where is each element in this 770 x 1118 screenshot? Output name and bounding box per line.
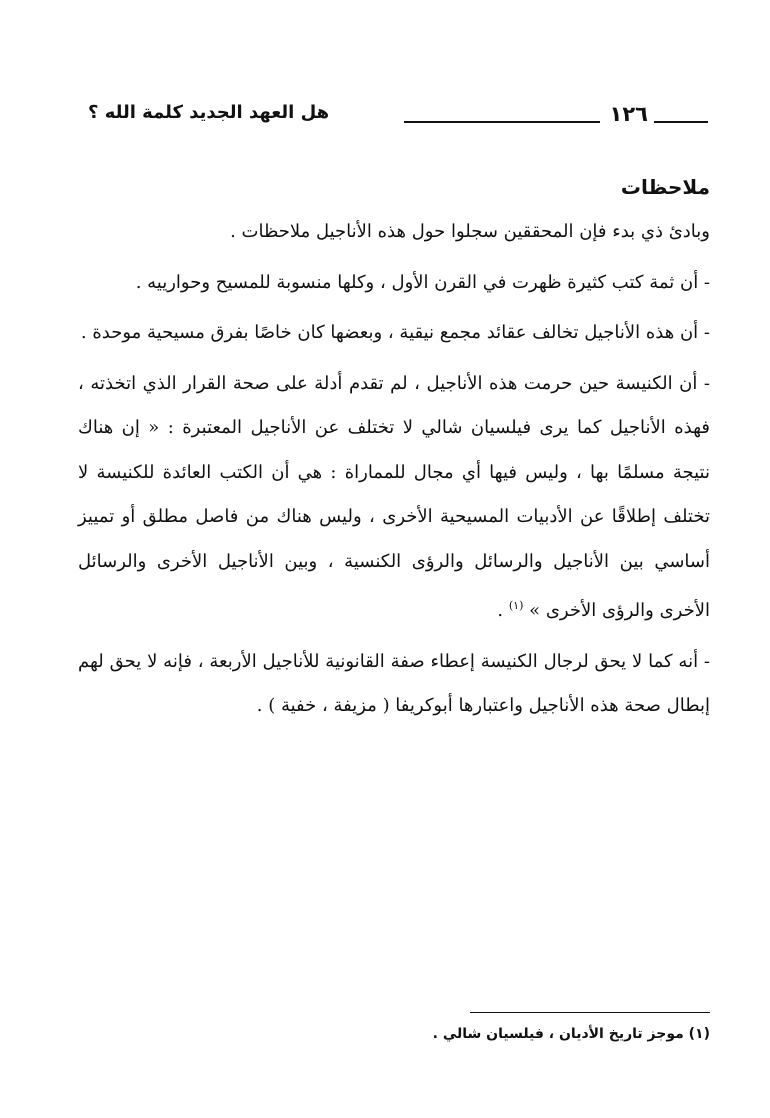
section-title: ملاحظات	[620, 175, 710, 199]
paragraph-note-2: - أن هذه الأناجيل تخالف عقائد مجمع نيقية ، وبعضها كان خاصًا بفرق مسيحية موحدة .	[80, 322, 710, 343]
paragraph-intro: وبادئ ذي بدء فإن المحققين سجلوا حول هذه الأناجيل ملاحظات .	[230, 221, 710, 242]
paragraph-note-3	[78, 362, 710, 634]
paragraph-note-3-end: .	[497, 600, 509, 621]
paragraph-note-3-text: - أن الكنيسة حين حرمت هذه الأناجيل ، لم تقدم أدلة على صحة القرار الذي اتخذته ، فهذه الأناجيل كما يرى فيلسيان شالي لا تختلف عن الأناجيل المعتبرة : « إن هناك نتيجة مسلمًا بها ، وليس فيها أي مجال للمماراة : هي أن الكتب العائدة للكنيسة لا تختلف إطلاقًا عن الأدبيات المسيحية الأخرى ، وليس هناك من فاصل مطلق أو تمييز أساسي بين الأناجيل والرسائل والرؤى الكنسية ، وبين الأناجيل الأخرى والرسائل الأخرى والرؤى الأخرى »	[78, 372, 710, 621]
footnote-reference: (١)	[508, 599, 524, 612]
footnote-divider	[470, 1012, 710, 1013]
paragraph-note-1: - أن ثمة كتب كثيرة ظهرت في القرن الأول ، وكلها منسوبة للمسيح وحوارييه .	[135, 271, 710, 293]
page-body	[78, 170, 710, 735]
book-title: هل العهد الجديد كلمة الله ؟	[88, 102, 330, 123]
footnote: (١) موجز تاريخ الأديان ، فيلسيان شالي .	[432, 1026, 710, 1042]
header-rule-right	[654, 121, 708, 123]
header-rule-middle	[404, 121, 600, 123]
running-header	[88, 100, 708, 134]
paragraph-note-4: - أنه كما لا يحق لرجال الكنيسة إعطاء صفة القانونية للأناجيل الأربعة ، فإنه لا يحق لهم إبطال صحة هذه الأناجيل واعتبارها أبوكريفا ( مزيفة ، خفية ) .	[78, 650, 710, 716]
page-number: ١٢٦	[609, 102, 648, 126]
